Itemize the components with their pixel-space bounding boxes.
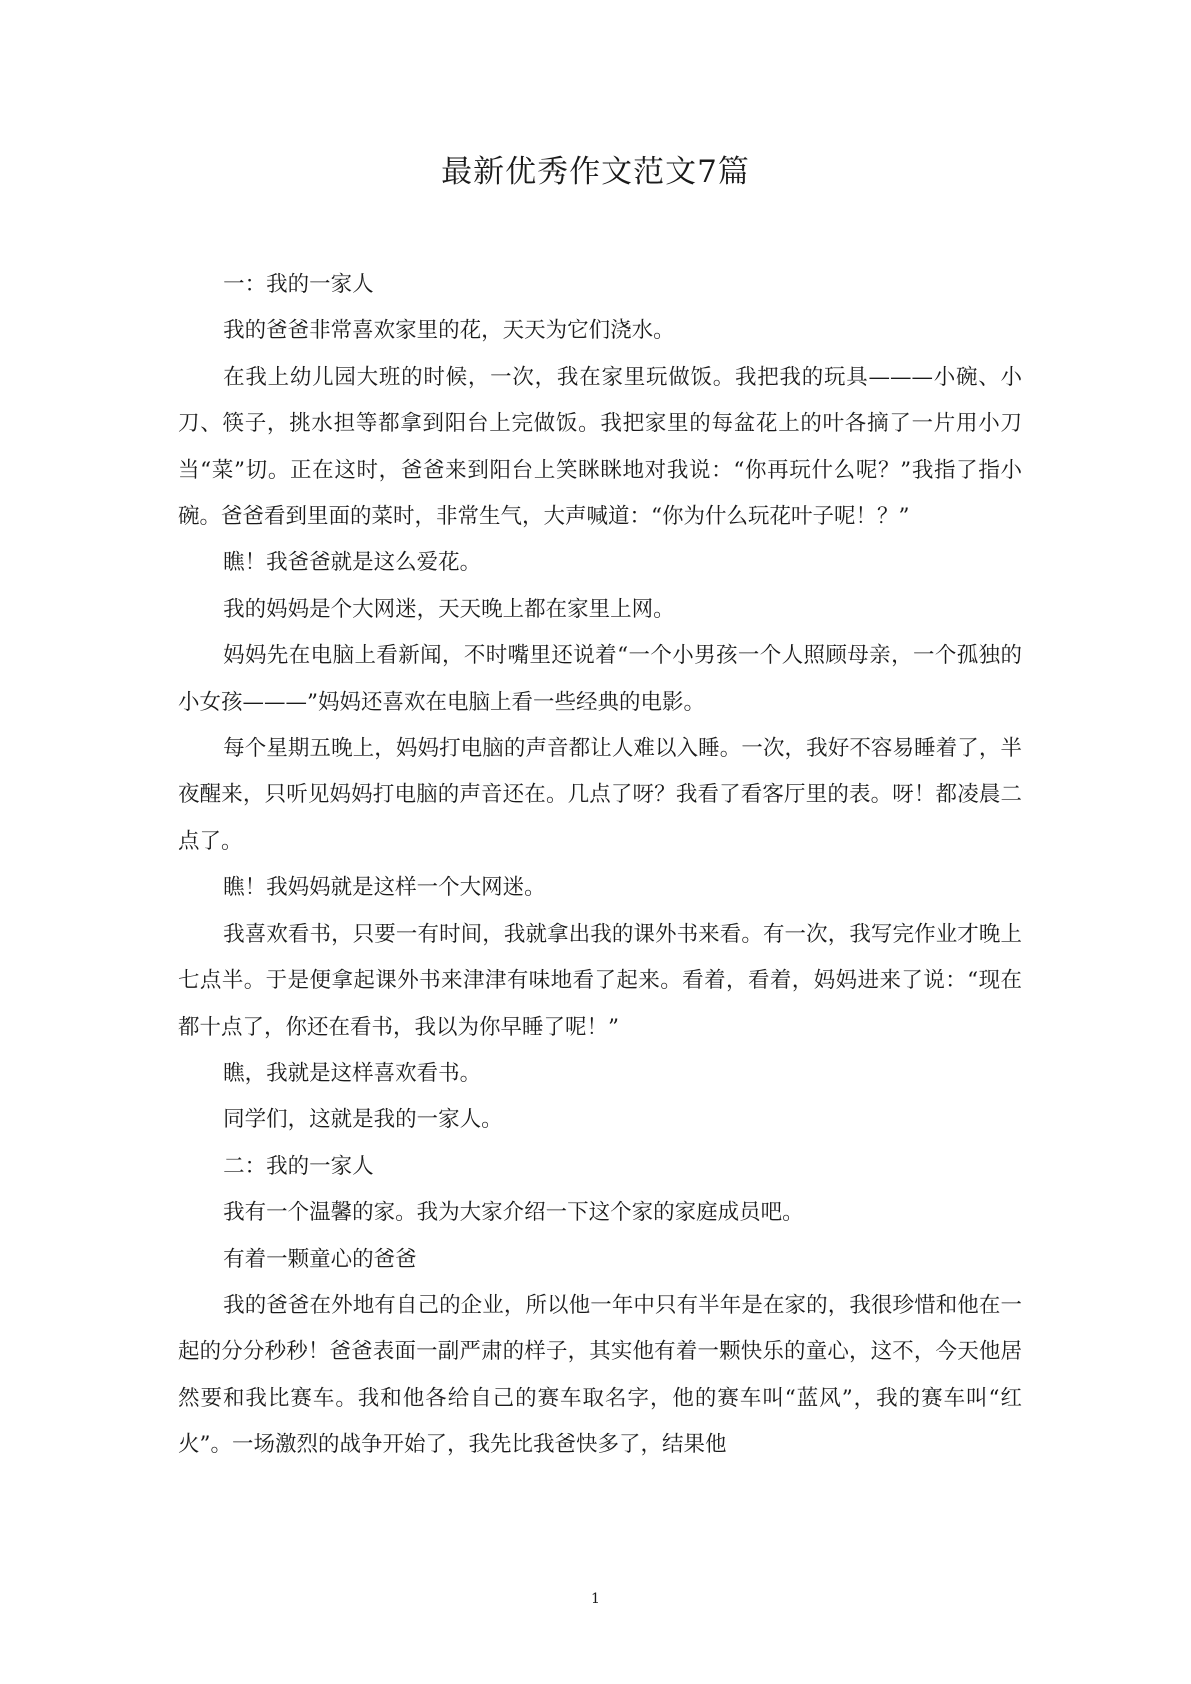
paragraph: 我有一个温馨的家。我为大家介绍一下这个家的家庭成员吧。 <box>223 1200 804 1226</box>
paragraph: 我的妈妈是个大网迷，天天晚上都在家里上网。 <box>223 596 675 622</box>
paragraph: 每个星期五晚上，妈妈打电脑的声音都让人难以入睡。一次，我好不容易睡着了，半夜醒来，只听见妈妈打电脑的声音还在。几点了呀？我看了看客厅里的表。呀！都凌晨二点了。 <box>178 736 1022 854</box>
paragraph: 瞧，我就是这样喜欢看书。 <box>223 1060 482 1086</box>
paragraph: 瞧！我妈妈就是这样一个大网迷。 <box>223 875 546 901</box>
paragraph: 妈妈先在电脑上看新闻，不时嘴里还说着“一个小男孩一个人照顾母亲，一个孤独的小女孩———”妈妈还喜欢在电脑上看一些经典的电影。 <box>178 643 1022 715</box>
subheading: 有着一颗童心的爸爸 <box>223 1246 417 1272</box>
paragraph: 在我上幼儿园大班的时候，一次，我在家里玩做饭。我把我的玩具———小碗、小刀、筷子，挑水担等都拿到阳台上完做饭。我把家里的每盆花上的叶各摘了一片用小刀当“菜”切。正在这时，爸爸来到阳台上笑眯眯地对我说：“你再玩什么呢？”我指了指小碗。爸爸看到里面的菜时，非常生气，大声喊道：“你为什么玩花叶子呢！？” <box>178 364 1022 530</box>
paragraph: 瞧！我爸爸就是这么爱花。 <box>223 550 482 576</box>
paragraph: 我的爸爸非常喜欢家里的花，天天为它们浇水。 <box>223 318 675 344</box>
section-heading-2: 二：我的一家人 <box>223 1153 374 1179</box>
section-heading-1: 一：我的一家人 <box>223 272 374 297</box>
document-body <box>178 262 1022 1469</box>
document-title: 最新优秀作文范文7篇 <box>441 154 750 190</box>
paragraph: 我喜欢看书，只要一有时间，我就拿出我的课外书来看。有一次，我写完作业才晚上七点半。于是便拿起课外书来津津有味地看了起来。看着，看着，妈妈进来了说：“现在都十点了，你还在看书，我以为你早睡了呢！” <box>178 921 1022 1040</box>
paragraph: 我的爸爸在外地有自己的企业，所以他一年中只有半年是在家的，我很珍惜和他在一起的分分秒秒！爸爸表面一副严肃的样子，其实他有着一颗快乐的童心，这不，今天他居然要和我比赛车。我和他各给自己的赛车取名字，他的赛车叫“蓝风”，我的赛车叫“红火”。一场激烈的战争开始了，我先比我爸快多了，结果他 <box>178 1292 1022 1458</box>
page-number: 1 <box>591 1591 600 1607</box>
paragraph: 同学们，这就是我的一家人。 <box>223 1107 503 1133</box>
